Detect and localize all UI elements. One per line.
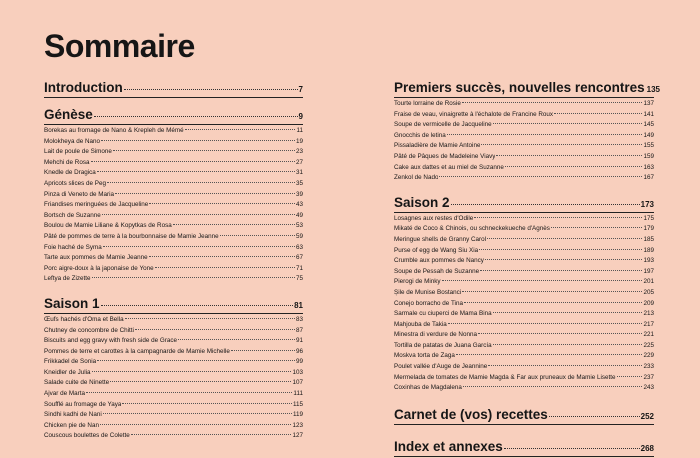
dot-leader bbox=[124, 89, 298, 90]
entry-title: Coxinhas de Magdalena bbox=[394, 384, 462, 392]
heading-rule bbox=[44, 124, 303, 125]
toc-entry[interactable] bbox=[394, 141, 654, 152]
dot-leader bbox=[110, 381, 291, 382]
toc-entry[interactable] bbox=[394, 110, 654, 121]
toc-entry[interactable] bbox=[44, 158, 303, 169]
entry-title: Tortilla de patatas de Juana García bbox=[394, 341, 492, 349]
entry-page-number: 99 bbox=[295, 358, 303, 366]
heading-rule bbox=[394, 456, 654, 457]
entry-page-number: 179 bbox=[643, 225, 654, 233]
section-heading: Premiers succès, nouvelles rencontres bbox=[394, 80, 645, 95]
entry-title: Conejo borracho de Tina bbox=[394, 299, 463, 307]
section-heading-row[interactable] bbox=[394, 80, 660, 96]
section-heading: Index et annexes bbox=[394, 438, 503, 454]
dot-leader bbox=[86, 392, 292, 393]
toc-right-column bbox=[394, 76, 660, 458]
toc-entry[interactable] bbox=[44, 200, 303, 211]
dot-leader bbox=[97, 171, 295, 172]
entry-title: Œufs hachés d'Oma et Bella bbox=[44, 315, 124, 323]
toc-entry[interactable] bbox=[44, 421, 303, 432]
entry-page-number: 175 bbox=[643, 214, 654, 222]
heading-rule bbox=[44, 313, 303, 314]
entry-page-number: 243 bbox=[643, 384, 654, 392]
entry-title: Mehchi de Rosa bbox=[44, 158, 90, 166]
entry-page-number: 71 bbox=[295, 264, 303, 272]
dot-leader bbox=[505, 166, 643, 167]
entry-page-number: 27 bbox=[295, 158, 303, 166]
entry-page-number: 19 bbox=[295, 137, 303, 145]
toc-section bbox=[44, 107, 303, 285]
toc-entry[interactable] bbox=[394, 351, 654, 362]
heading-rule bbox=[394, 97, 654, 98]
entry-page-number: 233 bbox=[643, 363, 654, 371]
toc-entry[interactable] bbox=[394, 362, 654, 373]
toc-entry[interactable] bbox=[394, 309, 654, 320]
toc-entry[interactable] bbox=[44, 221, 303, 232]
toc-entry[interactable] bbox=[44, 243, 303, 254]
dot-leader bbox=[102, 214, 295, 215]
dot-leader bbox=[496, 155, 642, 156]
dot-leader bbox=[493, 344, 643, 345]
toc-section bbox=[394, 439, 654, 457]
dot-leader bbox=[94, 116, 298, 117]
entry-page-number: 103 bbox=[292, 368, 303, 376]
entry-title: Șile de Munise Bostanci bbox=[394, 288, 462, 296]
toc-entry[interactable] bbox=[44, 274, 303, 285]
toc-entry[interactable] bbox=[394, 235, 654, 246]
dot-leader bbox=[101, 140, 295, 141]
entry-title: Foie haché de Syma bbox=[44, 243, 102, 251]
entry-page-number: 11 bbox=[296, 127, 303, 134]
dot-leader bbox=[103, 246, 295, 247]
section-heading-row[interactable] bbox=[394, 407, 654, 423]
dot-leader bbox=[549, 416, 640, 417]
toc-entry[interactable] bbox=[44, 232, 303, 243]
section-page-number: 135 bbox=[646, 85, 660, 94]
dot-leader bbox=[488, 365, 642, 366]
toc-entry[interactable] bbox=[44, 137, 303, 148]
entry-title: Kneidler de Julia bbox=[44, 368, 91, 376]
entry-page-number: 63 bbox=[295, 243, 303, 251]
dot-leader bbox=[551, 227, 643, 228]
toc-entry[interactable] bbox=[394, 288, 654, 299]
entry-page-number: 49 bbox=[295, 211, 303, 219]
entry-page-number: 39 bbox=[295, 190, 303, 198]
dot-leader bbox=[474, 217, 642, 218]
toc-section bbox=[44, 296, 303, 442]
entry-page-number: 127 bbox=[292, 432, 303, 440]
toc-entry[interactable] bbox=[44, 264, 303, 275]
entry-title: Purse of egg de Wang Siu Xia bbox=[394, 246, 479, 254]
section-page-number: 7 bbox=[298, 85, 303, 94]
entry-page-number: 83 bbox=[295, 315, 303, 323]
entry-title: Fraise de veau, vinaigrette à l'échalote de Francine Roux bbox=[394, 110, 554, 118]
section-gap bbox=[394, 184, 654, 191]
entry-title: Pommes de terre et carottes à la campagnarde de Mamie Michelle bbox=[44, 347, 230, 355]
toc-entry[interactable] bbox=[44, 190, 303, 201]
dot-leader bbox=[463, 386, 643, 387]
entry-title: Bortsch de Suzanne bbox=[44, 211, 101, 219]
entry-page-number: 149 bbox=[643, 131, 654, 139]
toc-entry[interactable] bbox=[44, 336, 303, 347]
dot-leader bbox=[485, 259, 643, 260]
entry-page-number: 53 bbox=[295, 222, 303, 230]
entry-title: Tarte aux pommes de Mamie Jeanne bbox=[44, 254, 148, 262]
entry-page-number: 107 bbox=[292, 379, 303, 387]
dot-leader bbox=[462, 291, 642, 292]
dot-leader bbox=[617, 376, 643, 377]
toc-entry[interactable] bbox=[44, 368, 303, 379]
toc-entry[interactable] bbox=[44, 147, 303, 158]
entry-title: Frikkadel de Sonia bbox=[44, 358, 97, 366]
entry-title: Sindhi kadhi de Nani bbox=[44, 411, 102, 419]
entry-page-number: 217 bbox=[643, 320, 654, 328]
dot-leader bbox=[149, 203, 295, 204]
toc-entry[interactable] bbox=[394, 224, 654, 235]
entry-title: Lait de poule de Simone bbox=[44, 148, 112, 156]
section-gap bbox=[394, 394, 654, 403]
entry-title: Mahjouba de Takia bbox=[394, 320, 447, 328]
entry-title: Salade cuite de Ninette bbox=[44, 379, 110, 387]
entry-title: Chutney de concombre de Chitti bbox=[44, 326, 134, 334]
dot-leader bbox=[220, 235, 295, 236]
entry-title: Chicken pie de Nan bbox=[44, 421, 99, 429]
toc-section bbox=[394, 80, 660, 184]
dot-leader bbox=[135, 329, 295, 330]
toc-entry[interactable] bbox=[394, 373, 654, 384]
toc-entry[interactable] bbox=[44, 253, 303, 264]
entry-page-number: 115 bbox=[292, 400, 303, 408]
entry-page-number: 189 bbox=[643, 246, 654, 254]
dot-leader bbox=[122, 403, 292, 404]
entry-title: Crumble aux pommes de Nancy bbox=[394, 257, 484, 265]
toc-entry[interactable] bbox=[394, 330, 654, 341]
dot-leader bbox=[442, 280, 643, 281]
entry-title: Mermelada de tomates de Mamie Magda & Far aux pruneaux de Mamie Lisette bbox=[394, 373, 616, 381]
entry-page-number: 193 bbox=[643, 257, 654, 265]
entry-title: Tourte lorraine de Rosie bbox=[394, 100, 461, 107]
toc-section bbox=[394, 407, 654, 425]
heading-rule bbox=[394, 212, 654, 213]
entry-page-number: 31 bbox=[295, 169, 303, 177]
section-heading-row[interactable] bbox=[44, 296, 303, 312]
entry-page-number: 209 bbox=[643, 299, 654, 307]
entry-title: Meringue shells de Granny Carol bbox=[394, 235, 487, 243]
entry-title: Pâté de pommes de terre à la bourbonnaise de Mamie Jeanne bbox=[44, 232, 219, 240]
entry-title: Knedle de Dragica bbox=[44, 169, 96, 177]
entry-page-number: 137 bbox=[643, 100, 654, 107]
section-page-number: 81 bbox=[294, 300, 303, 310]
toc-entry[interactable] bbox=[394, 246, 654, 257]
section-gap bbox=[44, 99, 303, 103]
section-gap bbox=[44, 285, 303, 292]
toc-entry[interactable] bbox=[44, 126, 303, 137]
dot-leader bbox=[178, 339, 295, 340]
section-heading: Saison 1 bbox=[44, 295, 100, 311]
toc-entry[interactable] bbox=[44, 326, 303, 337]
entry-page-number: 59 bbox=[295, 232, 303, 240]
entry-title: Pissaladière de Mamie Antoine bbox=[394, 142, 481, 150]
entry-title: Soufflé au fromage de Yaya bbox=[44, 400, 122, 408]
section-gap bbox=[394, 426, 654, 435]
entry-title: Zenkol de Nado bbox=[394, 174, 439, 182]
entry-title: Soupe de vermicelle de Jacqueline bbox=[394, 121, 492, 129]
section-heading: Introduction bbox=[44, 80, 123, 95]
entry-page-number: 159 bbox=[643, 152, 654, 160]
entry-title: Poulet vallée d'Auge de Jeannine bbox=[394, 363, 488, 371]
toc-section bbox=[394, 195, 654, 394]
entry-page-number: 91 bbox=[295, 337, 303, 345]
entry-page-number: 185 bbox=[643, 235, 654, 243]
dot-leader bbox=[493, 123, 643, 124]
toc-entry[interactable] bbox=[394, 277, 654, 288]
dot-leader bbox=[479, 249, 642, 250]
entry-title: Pierogi de Minky bbox=[394, 278, 441, 286]
entry-title: Minestra di verdure de Nonna bbox=[394, 331, 477, 339]
entry-page-number: 201 bbox=[643, 278, 654, 286]
toc-entry[interactable] bbox=[394, 267, 654, 278]
section-page-number: 252 bbox=[640, 411, 654, 421]
toc-entry[interactable] bbox=[44, 431, 303, 442]
section-heading: Génèse bbox=[44, 107, 93, 122]
entry-title: Pinza di Veneto de Maria bbox=[44, 190, 115, 198]
section-page-number: 268 bbox=[640, 443, 654, 453]
section-heading-row[interactable] bbox=[44, 107, 303, 123]
heading-rule bbox=[44, 97, 303, 98]
toc-entry[interactable] bbox=[394, 341, 654, 352]
dot-leader bbox=[478, 333, 643, 334]
entry-page-number: 67 bbox=[295, 254, 303, 262]
dot-leader bbox=[480, 270, 642, 271]
entry-page-number: 123 bbox=[292, 421, 303, 429]
toc-entry[interactable] bbox=[394, 152, 654, 163]
toc-entry[interactable] bbox=[394, 383, 654, 394]
entry-page-number: 205 bbox=[643, 288, 654, 296]
heading-rule bbox=[394, 424, 654, 425]
entry-title: Losagnes aux restes d'Odile bbox=[394, 214, 474, 222]
toc-entry[interactable] bbox=[44, 410, 303, 421]
entry-title: Soupe de Pessah de Suzanne bbox=[394, 267, 480, 275]
entry-title: Pâté de Pâques de Madeleine Viavy bbox=[394, 152, 496, 160]
entry-title: Porc aigre-doux à la japonaise de Yone bbox=[44, 264, 154, 272]
dot-leader bbox=[451, 204, 640, 205]
dot-leader bbox=[456, 354, 643, 355]
entry-page-number: 237 bbox=[643, 373, 654, 381]
dot-leader bbox=[439, 176, 642, 177]
entry-page-number: 221 bbox=[643, 331, 654, 339]
toc-left-column bbox=[44, 76, 303, 442]
entry-page-number: 96 bbox=[295, 347, 303, 355]
dot-leader bbox=[185, 129, 296, 130]
toc-entry[interactable] bbox=[394, 120, 654, 131]
toc-entry[interactable] bbox=[394, 173, 654, 184]
dot-leader bbox=[173, 224, 295, 225]
toc-entry[interactable] bbox=[394, 163, 654, 174]
toc-entry[interactable] bbox=[394, 256, 654, 267]
entry-page-number: 141 bbox=[643, 110, 654, 118]
entry-page-number: 225 bbox=[643, 341, 654, 349]
entry-page-number: 197 bbox=[643, 267, 654, 275]
toc-entry[interactable] bbox=[44, 315, 303, 326]
dot-leader bbox=[103, 413, 292, 414]
toc-entry[interactable] bbox=[394, 99, 654, 110]
entry-page-number: 167 bbox=[643, 174, 654, 182]
dot-leader bbox=[115, 193, 295, 194]
section-heading-row[interactable] bbox=[394, 195, 654, 211]
dot-leader bbox=[101, 305, 294, 306]
dot-leader bbox=[447, 134, 643, 135]
dot-leader bbox=[487, 238, 642, 239]
entry-page-number: 35 bbox=[295, 179, 303, 187]
section-heading: Carnet de (vos) recettes bbox=[394, 406, 548, 422]
entry-page-number: 111 bbox=[293, 390, 303, 398]
entry-title: Apricots slices de Peg bbox=[44, 179, 106, 187]
entry-title: Couscous boulettes de Colette bbox=[44, 432, 130, 440]
entry-title: Gnocchis de letina bbox=[394, 131, 446, 139]
toc-section bbox=[44, 80, 303, 98]
dot-leader bbox=[92, 371, 292, 372]
entry-page-number: 23 bbox=[295, 148, 303, 156]
toc-entry[interactable] bbox=[394, 131, 654, 142]
entry-title: Biscuits and egg gravy with fresh side de Grace bbox=[44, 337, 178, 345]
dot-leader bbox=[554, 113, 642, 114]
toc-entry[interactable] bbox=[44, 378, 303, 389]
entry-title: Borekas au fromage de Nano & Krepleh de Mémé bbox=[44, 127, 184, 134]
section-page-number: 9 bbox=[298, 112, 303, 121]
entry-title: Boulou de Mamie Liliane & Kopytkas de Rosa bbox=[44, 222, 172, 230]
section-heading-row[interactable] bbox=[44, 80, 303, 96]
dot-leader bbox=[113, 150, 295, 151]
dot-leader bbox=[92, 277, 295, 278]
entry-page-number: 75 bbox=[295, 275, 303, 283]
dot-leader bbox=[131, 434, 292, 435]
toc-entry[interactable] bbox=[394, 299, 654, 310]
entry-title: Sarmale cu ciuperci de Mama Bina bbox=[394, 310, 492, 318]
section-page-number: 173 bbox=[640, 199, 654, 209]
toc-entry[interactable] bbox=[44, 168, 303, 179]
dot-leader bbox=[100, 424, 292, 425]
entry-title: Cake aux dattes et au miel de Suzanne bbox=[394, 163, 504, 171]
dot-leader bbox=[149, 256, 295, 257]
dot-leader bbox=[91, 161, 295, 162]
entry-page-number: 163 bbox=[643, 163, 654, 171]
page-title: Sommaire bbox=[44, 28, 195, 64]
entry-page-number: 213 bbox=[643, 310, 654, 318]
dot-leader bbox=[462, 102, 643, 103]
dot-leader bbox=[448, 323, 643, 324]
dot-leader bbox=[125, 318, 295, 319]
entry-title: Leftya de Zizette bbox=[44, 275, 91, 283]
dot-leader bbox=[231, 350, 295, 351]
dot-leader bbox=[493, 312, 643, 313]
entry-page-number: 229 bbox=[643, 352, 654, 360]
entry-page-number: 155 bbox=[643, 142, 654, 150]
toc-entry[interactable] bbox=[44, 347, 303, 358]
entry-title: Moskva torta de Zaga bbox=[394, 352, 455, 360]
dot-leader bbox=[481, 144, 642, 145]
dot-leader bbox=[464, 302, 643, 303]
entry-page-number: 87 bbox=[295, 326, 303, 334]
toc-entry[interactable] bbox=[44, 179, 303, 190]
entry-title: Friandises meringuées de Jacqueline bbox=[44, 201, 149, 209]
dot-leader bbox=[155, 267, 295, 268]
toc-entry[interactable] bbox=[44, 400, 303, 411]
toc-entry[interactable] bbox=[44, 389, 303, 400]
entry-page-number: 119 bbox=[292, 411, 303, 419]
toc-entry[interactable] bbox=[394, 214, 654, 225]
entry-page-number: 43 bbox=[295, 201, 303, 209]
toc-entry[interactable] bbox=[44, 357, 303, 368]
entry-title: Ajvar de Marta bbox=[44, 390, 85, 398]
entry-page-number: 145 bbox=[643, 121, 654, 129]
toc-entry[interactable] bbox=[394, 320, 654, 331]
dot-leader bbox=[107, 182, 295, 183]
entry-title: Molokheya de Nano bbox=[44, 137, 101, 145]
section-heading-row[interactable] bbox=[394, 439, 654, 455]
section-heading: Saison 2 bbox=[394, 194, 450, 210]
entry-title: Mikaté de Coco & Chinois, ou schneckekueche d'Agnès bbox=[394, 225, 550, 233]
dot-leader bbox=[97, 360, 295, 361]
toc-entry[interactable] bbox=[44, 211, 303, 222]
